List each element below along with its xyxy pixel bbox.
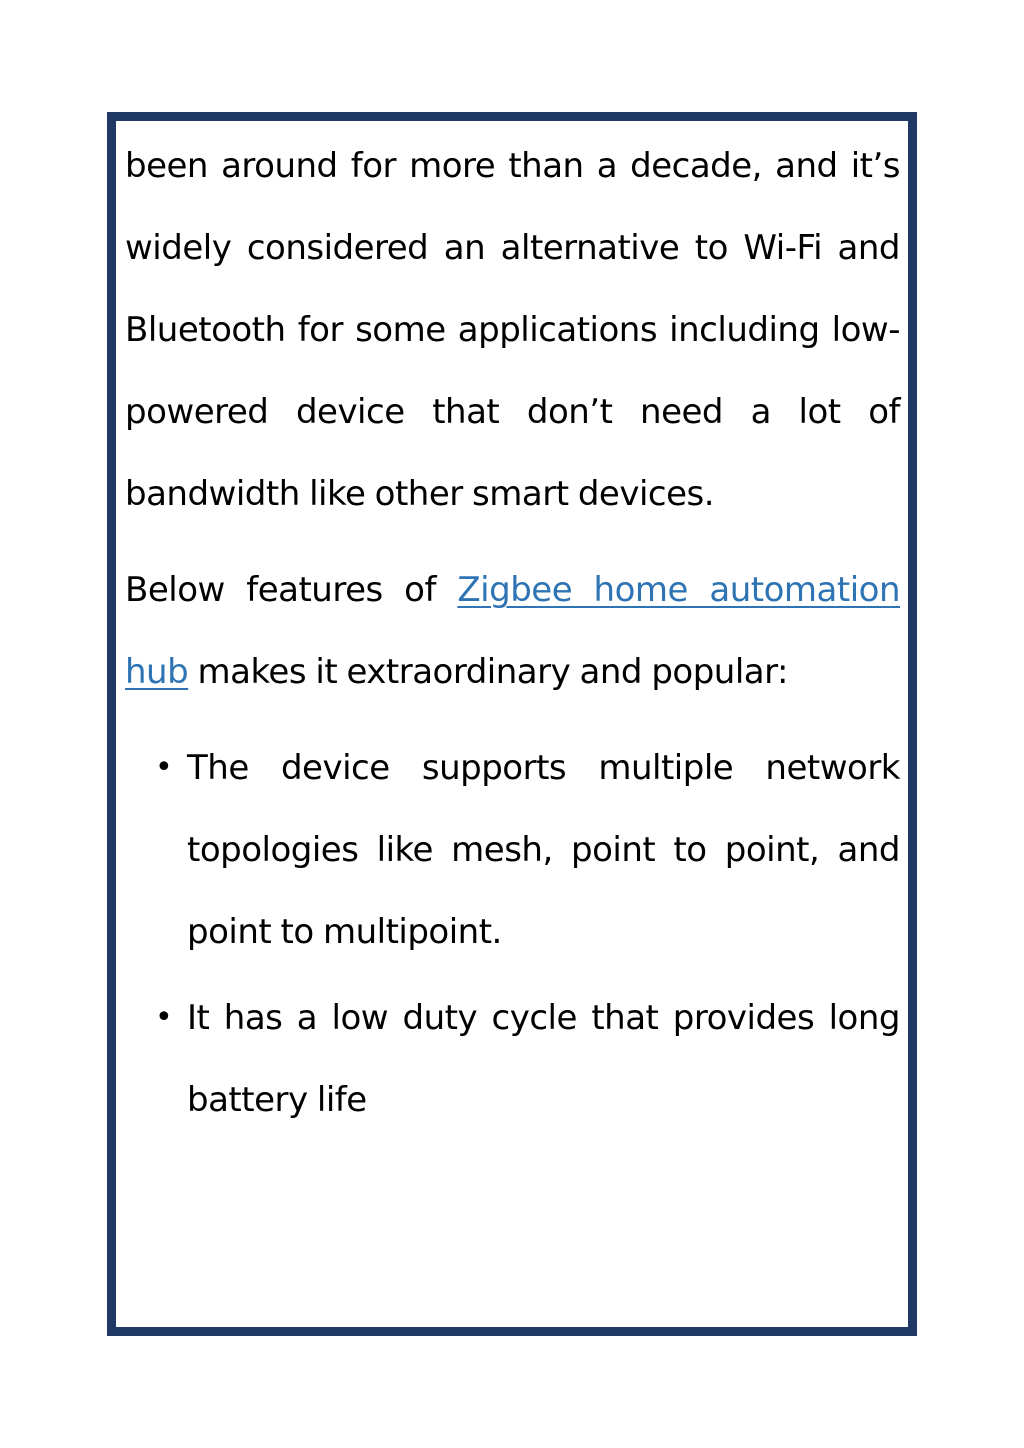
paragraph-features	[125, 549, 900, 713]
zigbee-hub-link[interactable]: Zigbee home automation hub	[125, 570, 900, 692]
features-list	[125, 727, 900, 1141]
document-body	[125, 125, 900, 1141]
list-item-text: It has a low duty cycle that provides long battery life	[187, 998, 900, 1120]
list-item	[125, 727, 900, 973]
bullet-icon: •	[155, 750, 173, 785]
paragraph-features-prefix: Below features of	[125, 570, 458, 610]
list-item-text: The device supports multiple network topologies like mesh, point to point, and point to multipoint.	[187, 748, 900, 952]
paragraph-intro: been around for more than a decade, and it’s widely considered an alternative to Wi-Fi and Bluetooth for some applications including low-powered device that don’t need a lot of bandwidth like other smart devices.	[125, 146, 900, 514]
paragraph-features-suffix: makes it extraordinary and popular:	[188, 652, 788, 692]
list-item	[125, 977, 900, 1141]
bullet-icon: •	[155, 1000, 173, 1035]
